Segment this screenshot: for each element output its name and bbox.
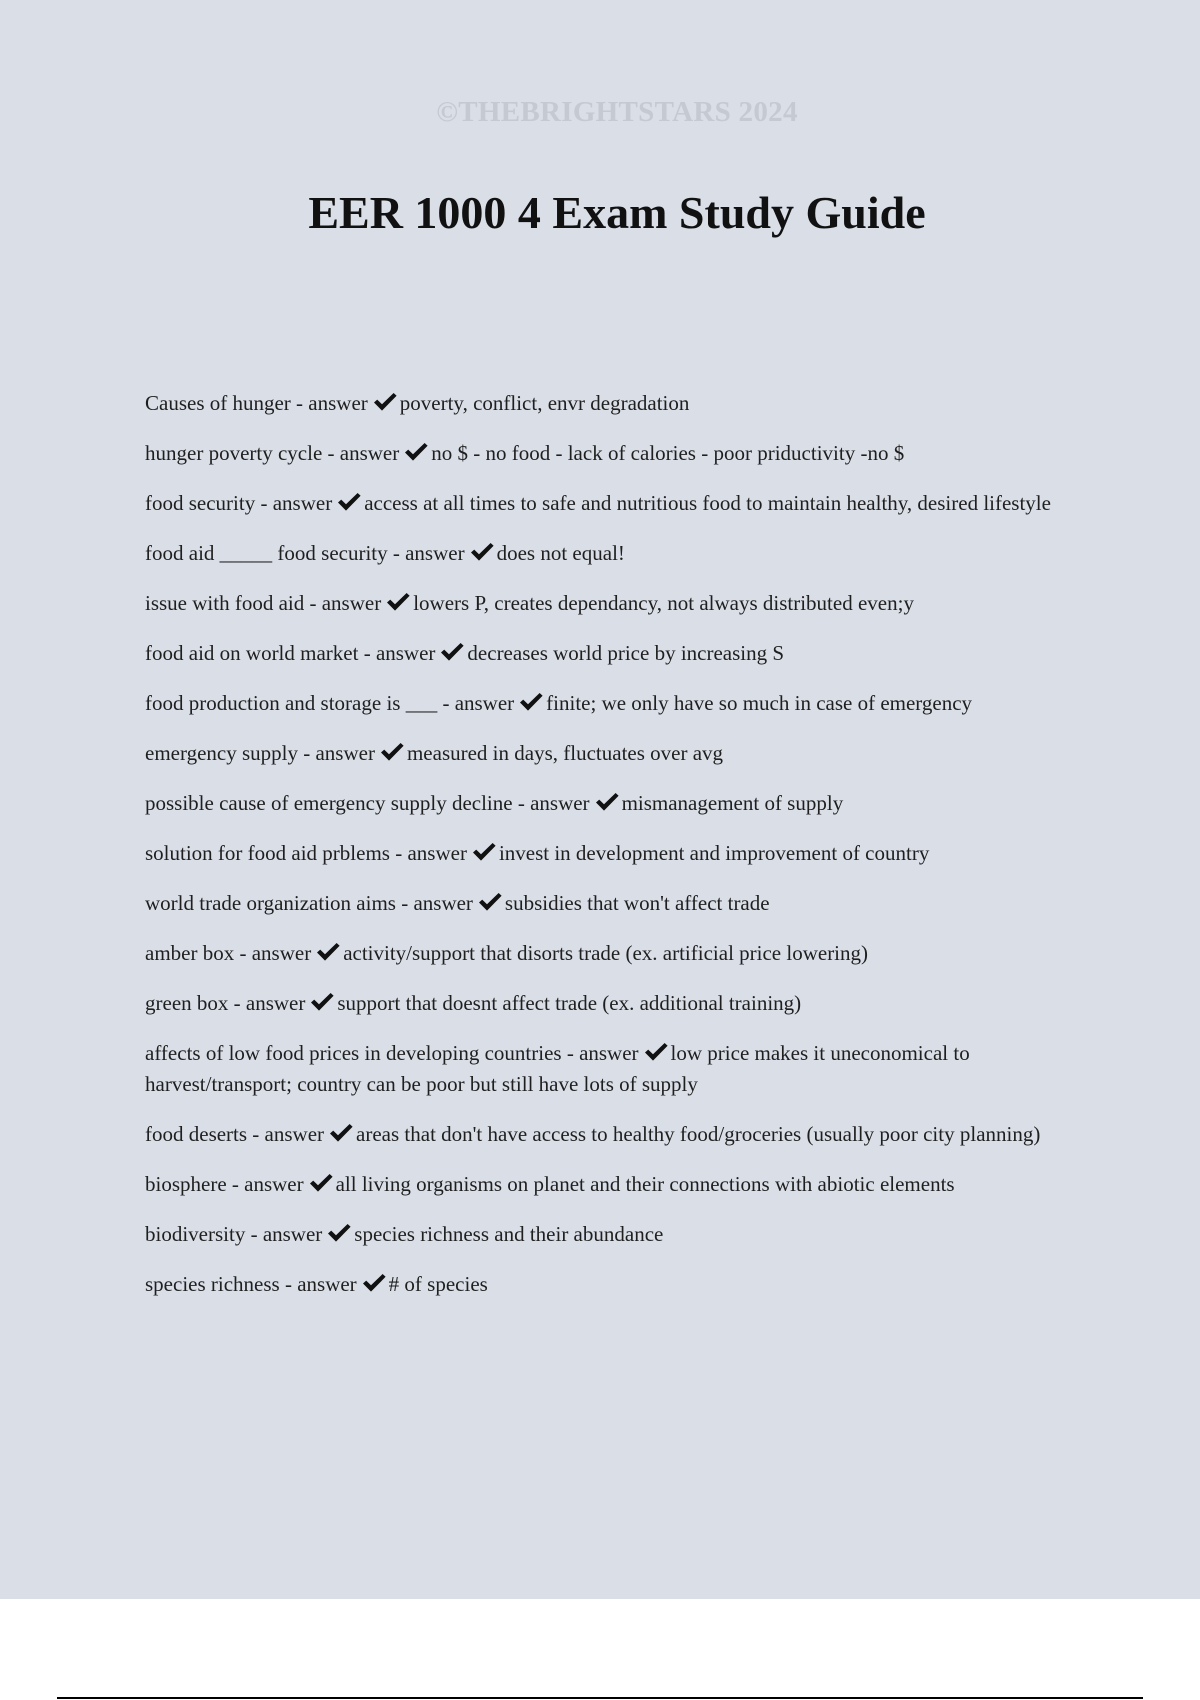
check-mark-icon [326, 1222, 352, 1244]
qa-term: amber box - answer [145, 941, 312, 965]
qa-term: food production and storage is ___ - answer [145, 691, 515, 715]
qa-term: possible cause of emergency supply decline - answer [145, 791, 590, 815]
qa-answer: invest in development and improvement of country [498, 841, 930, 865]
qa-item [145, 638, 1080, 669]
qa-term: emergency supply - answer [145, 741, 375, 765]
check-mark-icon [379, 741, 405, 763]
check-mark-icon [403, 441, 429, 463]
qa-answer: access at all times to safe and nutritious food to maintain healthy, desired lifestyle [364, 491, 1051, 515]
qa-item [145, 988, 1080, 1019]
qa-item [145, 888, 1080, 919]
qa-item [145, 438, 1080, 469]
qa-answer: species richness and their abundance [354, 1222, 664, 1246]
qa-term: world trade organization aims - answer [145, 891, 473, 915]
qa-item [145, 1219, 1080, 1250]
qa-item [145, 488, 1080, 519]
qa-item [145, 538, 1080, 569]
document-title: EER 1000 4 Exam Study Guide [308, 187, 926, 238]
check-mark-icon [361, 1272, 387, 1294]
check-mark-icon [477, 891, 503, 913]
check-mark-icon [328, 1122, 354, 1144]
check-mark-icon [315, 941, 341, 963]
check-mark-icon [594, 791, 620, 813]
qa-answer: no $ - no food - lack of calories - poor priductivity -no $ [431, 441, 905, 465]
qa-term: food deserts - answer [145, 1122, 325, 1146]
qa-term: food security - answer [145, 491, 333, 515]
watermark: ©THEBRIGHTSTARS 2024 [436, 96, 798, 128]
check-mark-icon [469, 541, 495, 563]
qa-term: food aid _____ food security - answer [145, 541, 465, 565]
qa-answer: mismanagement of supply [621, 791, 844, 815]
check-mark-icon [643, 1041, 669, 1063]
qa-term: solution for food aid prblems - answer [145, 841, 467, 865]
check-mark-icon [308, 1172, 334, 1194]
qa-answer: areas that don't have access to healthy food/groceries (usually poor city planning) [356, 1122, 1041, 1146]
qa-item [145, 738, 1080, 769]
qa-term: biodiversity - answer [145, 1222, 323, 1246]
qa-answer: measured in days, fluctuates over avg [406, 741, 724, 765]
qa-term: Causes of hunger - answer [145, 391, 368, 415]
check-mark-icon [518, 691, 544, 713]
qa-answer: finite; we only have so much in case of emergency [546, 691, 973, 715]
qa-item [145, 388, 1080, 419]
check-mark-icon [372, 391, 398, 413]
qa-item [145, 788, 1080, 819]
qa-item [145, 1119, 1080, 1150]
qa-item [145, 838, 1080, 869]
check-mark-icon [309, 991, 335, 1013]
qa-term: affects of low food prices in developing countries - answer [145, 1041, 639, 1065]
qa-term: hunger poverty cycle - answer [145, 441, 400, 465]
qa-term: issue with food aid - answer [145, 591, 382, 615]
qa-answer: subsidies that won't affect trade [504, 891, 770, 915]
qa-term: green box - answer [145, 991, 306, 1015]
qa-answer: all living organisms on planet and their connections with abiotic elements [335, 1172, 955, 1196]
qa-answer: support that doesnt affect trade (ex. additional training) [337, 991, 802, 1015]
qa-answer: activity/support that disorts trade (ex. artificial price lowering) [343, 941, 869, 965]
qa-item [145, 1169, 1080, 1200]
qa-item [145, 1269, 1080, 1300]
qa-answer: # of species [388, 1272, 488, 1296]
qa-item [145, 688, 1080, 719]
qa-term: species richness - answer [145, 1272, 357, 1296]
qa-term: biosphere - answer [145, 1172, 304, 1196]
footer-divider [57, 1697, 1143, 1699]
qa-item [145, 588, 1080, 619]
qa-answer: low price makes it uneconomical to harvest/transport; country can be poor but still have lots of supply [145, 1041, 970, 1096]
check-mark-icon [336, 491, 362, 513]
check-mark-icon [439, 641, 465, 663]
qa-term: food aid on world market - answer [145, 641, 436, 665]
qa-answer: lowers P, creates dependancy, not always distributed even;y [413, 591, 914, 615]
qa-answer: decreases world price by increasing S [467, 641, 785, 665]
qa-item [145, 1038, 1080, 1100]
check-mark-icon [471, 841, 497, 863]
qa-answer: does not equal! [496, 541, 625, 565]
check-mark-icon [385, 591, 411, 613]
qa-item [145, 938, 1080, 969]
qa-answer: poverty, conflict, envr degradation [399, 391, 690, 415]
qa-list [145, 388, 1080, 1319]
